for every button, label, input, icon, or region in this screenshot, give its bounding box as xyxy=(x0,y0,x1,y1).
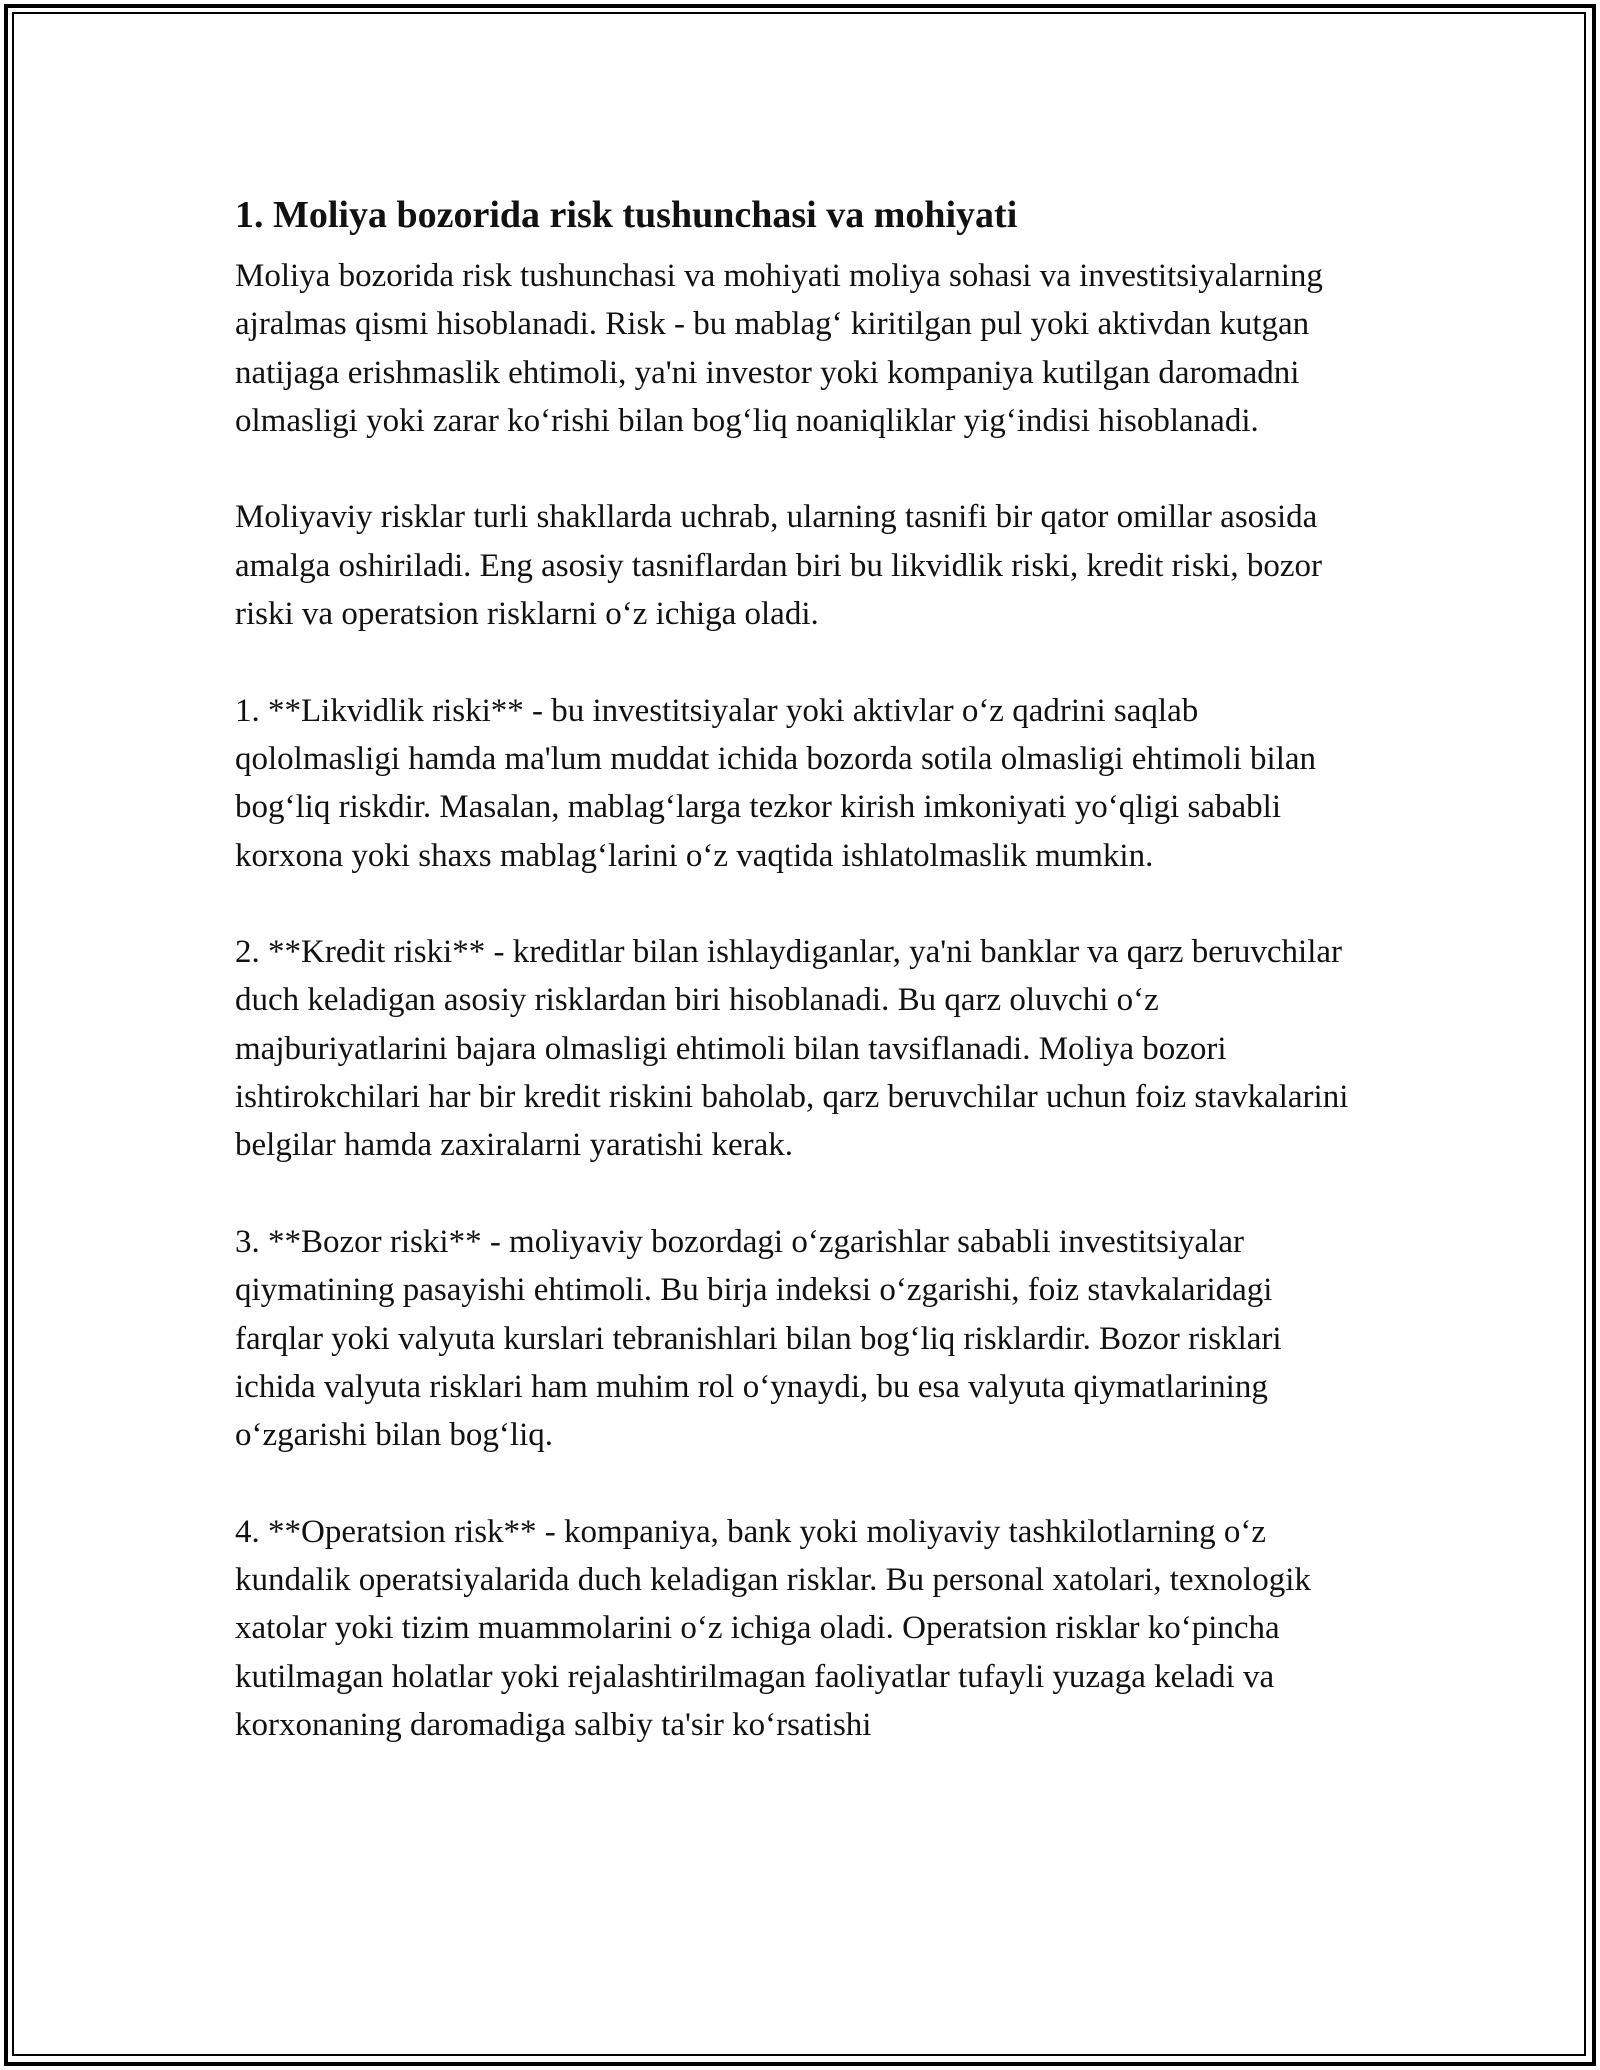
paragraph-liquidity-risk: 1. **Likvidlik riski** - bu investitsiyalar yoki aktivlar o‘z qadrini saqlab qololmasligi hamda ma'lum muddat ichida bozorda sotila olmasligi ehtimoli bilan bog‘liq riskdir. Masalan, mablag‘larga tezkor kirish imkoniyati yo‘qligi sababli korxona yoki shaxs mablag‘larini o‘z vaqtida ishlatolmaslik mumkin. xyxy=(235,692,1317,874)
paragraph-classification: Moliyaviy risklar turli shakllarda uchrab, ularning tasnifi bir qator omillar asosida amalga oshiriladi. Eng asosiy tasniflardan biri bu likvidlik riski, kredit riski, bozor riski va operatsion risklarni o‘z ichiga oladi. xyxy=(235,499,1322,633)
paragraph-intro: Moliya bozorida risk tushunchasi va mohiyati moliya sohasi va investitsiyalarning ajralmas qismi hisoblanadi. Risk - bu mablag‘ kiritilgan pul yoki aktivdan kutgan natijaga erishmaslik ehtimoli, ya'ni investor yoki kompaniya kutilgan daromadni olmasligi yoki zarar ko‘rishi bilan bog‘liq noaniqliklar yig‘indisi hisoblanadi. xyxy=(235,258,1323,439)
paragraph-operational-risk: 4. **Operatsion risk** - kompaniya, bank yoki moliyaviy tashkilotlarning o‘z kundalik operatsiyalarida duch keladigan risklar. Bu personal xatolari, texnologik xatolar yoki tizim muammolarini o‘z ichiga oladi. Operatsion risklar ko‘pincha kutilmagan holatlar yoki rejalashtirilmagan faoliyatlar tufayli yuzaga keladi va korxonaning daromadiga salbiy ta'sir ko‘rsatishi xyxy=(235,1513,1311,1743)
paragraph-credit-risk: 2. **Kredit riski** - kreditlar bilan ishlaydiganlar, ya'ni banklar va qarz beruvchilar duch keladigan asosiy risklardan biri hisoblanadi. Bu qarz oluvchi o‘z majburiyatlarini bajara olmasligi ehtimoli bilan tavsiflanadi. Moliya bozori ishtirokchilari har bir kredit riskini baholab, qarz beruvchilar uchun foiz stavkalarini belgilar hamda zaxiralarni yaratishi kerak. xyxy=(235,934,1349,1164)
section-heading: 1. Moliya bozorida risk tushunchasi va mohiyati xyxy=(235,194,1018,236)
document-body xyxy=(235,188,1365,1749)
paragraph-market-risk: 3. **Bozor riski** - moliyaviy bozordagi o‘zgarishlar sababli investitsiyalar qiymatining pasayishi ehtimoli. Bu birja indeksi o‘zgarishi, foiz stavkalaridagi farqlar yoki valyuta kurslari tebranishlari bilan bog‘liq risklardir. Bozor risklari ichida valyuta risklari ham muhim rol o‘ynaydi, bu esa valyuta qiymatlarining o‘zgarishi bilan bog‘liq. xyxy=(235,1223,1282,1454)
